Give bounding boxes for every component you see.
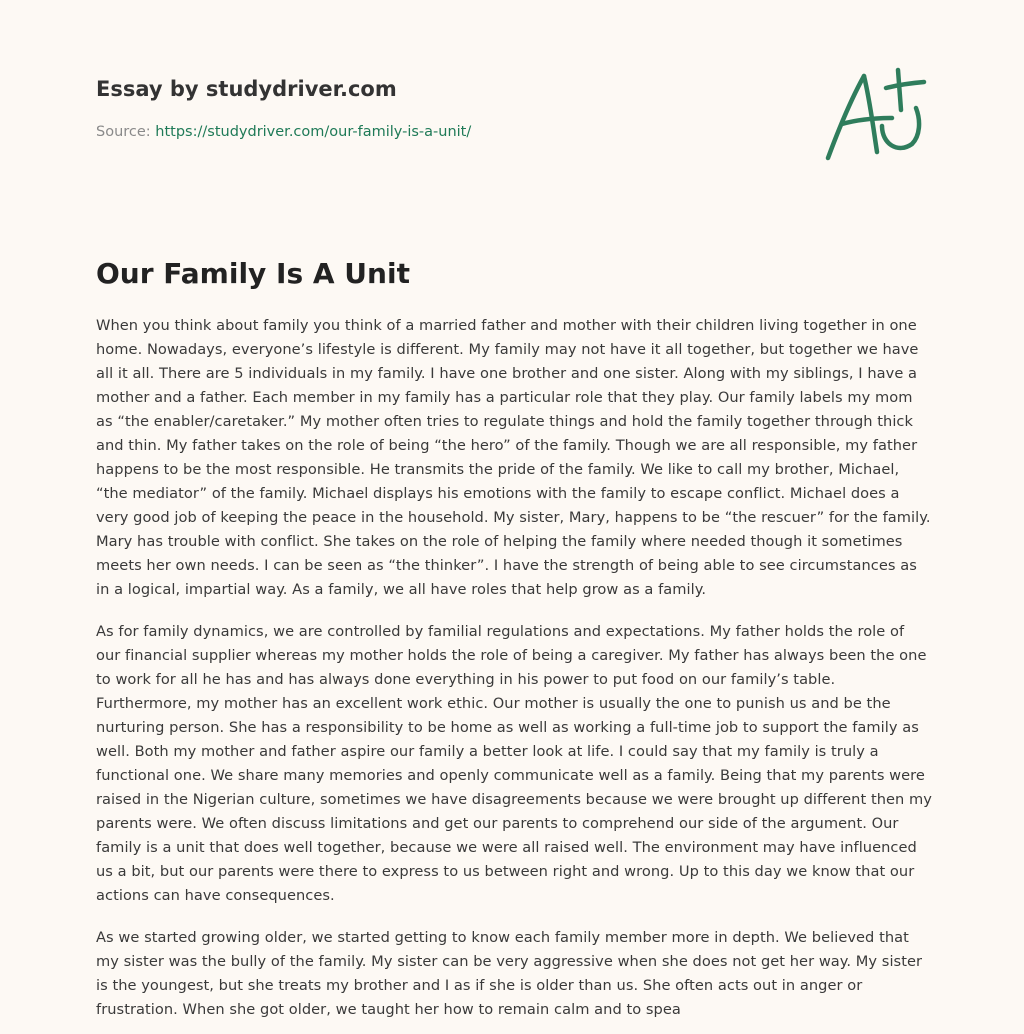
a-plus-logo-svg bbox=[820, 66, 930, 166]
source-link[interactable]: https://studydriver.com/our-family-is-a-unit/ bbox=[155, 124, 472, 140]
site-title: Essay by studydriver.com bbox=[96, 77, 397, 101]
source-label: Source: bbox=[96, 124, 151, 140]
essay-title: Our Family Is A Unit bbox=[96, 257, 410, 290]
essay-body bbox=[96, 314, 932, 1034]
essay-paragraph: When you think about family you think of a married father and mother with their children living together in one home. Nowadays, everyone’s lifestyle is different. My family may not have it all together, but together we have all it all. There are 5 individuals in my family. I have one brother and one sister. Along with my siblings, I have a mother and a father. Each member in my family has a particular role that they play. Our family labels my mom as “the enabler/caretaker.” My mother often tries to regulate things and hold the family together through thick and thin. My father takes on the role of being “the hero” of the family. Though we are all responsible, my father happens to be the most responsible. He transmits the pride of the family. We like to call my brother, Michael, “the mediator” of the family. Michael displays his emotions with the family to escape conflict. Michael does a very good job of keeping the peace in the household. My sister, Mary, happens to be “the rescuer” for the family. Mary has trouble with conflict. She takes on the role of helping the family where needed though it sometimes meets her own needs. I can be seen as “the thinker”. I have the strength of being able to see circumstances as in a logical, impartial way. As a family, we all have roles that help grow as a family. bbox=[96, 317, 931, 598]
page-header bbox=[96, 74, 796, 142]
a-plus-grade-icon bbox=[820, 66, 930, 166]
source-line bbox=[96, 122, 796, 142]
essay-paragraph: As for family dynamics, we are controlled by familial regulations and expectations. My father holds the role of our financial supplier whereas my mother holds the role of being a caregiver. My father has always been the one to work for all he has and has always done everything in his power to put food on our family’s table. Furthermore, my mother has an excellent work ethic. Our mother is usually the one to punish us and be the nurturing person. She has a responsibility to be home as well as working a full-time job to support the family as well. Both my mother and father aspire our family a better look at life. I could say that my family is truly a functional one. We share many memories and openly communicate well as a family. Being that my parents were raised in the Nigerian culture, sometimes we have disagreements because we were brought up different then my parents were. We often discuss limitations and get our parents to comprehend our side of the argument. Our family is a unit that does well together, because we were all raised well. The environment may have influenced us a bit, but our parents were there to express to us between right and wrong. Up to this day we know that our actions can have consequences. bbox=[96, 623, 932, 904]
essay-paragraph: As we started growing older, we started getting to know each family member more in depth. We believed that my sister was the bully of the family. My sister can be very aggressive when she does not get her way. My sister is the youngest, but she treats my brother and I as if she is older than us. She often acts out in anger or frustration. When she got older, we taught her how to remain calm and to spea bbox=[96, 929, 923, 1018]
